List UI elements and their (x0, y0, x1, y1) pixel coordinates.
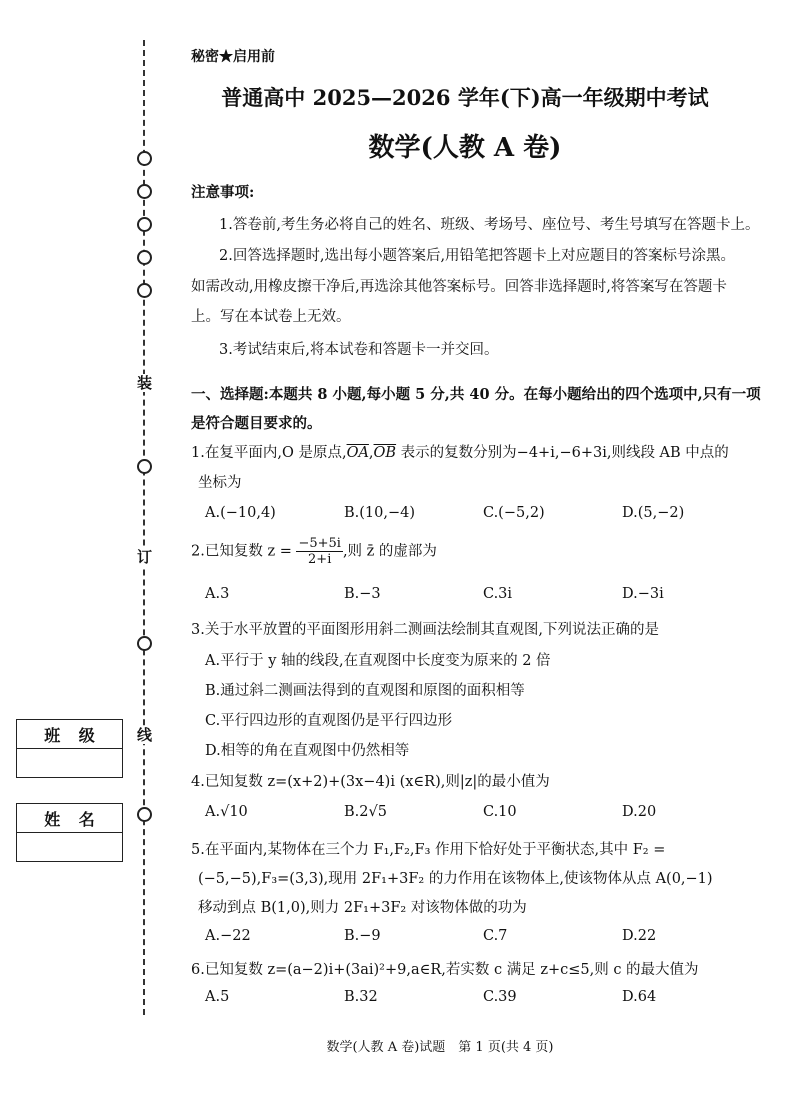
question-4-option-d: D.20 (622, 804, 657, 820)
binding-hole (137, 283, 152, 298)
binding-hole (137, 184, 152, 199)
question-3-option-d: D.相等的角在直观图中仍然相等 (205, 743, 410, 759)
question-1-option-c: C.(−5,2) (483, 505, 545, 521)
question-5-option-d: D.22 (622, 928, 657, 944)
question-2-stem (191, 536, 437, 567)
question-6-stem: 6.已知复数 z=(a−2)i+(3ai)²+9,a∈R,若实数 c 满足 z+c≤5,则 c 的最大值为 (191, 962, 699, 978)
name-label: 名 (78, 809, 95, 829)
page-footer: 数学(人教 A 卷)试题 第 1 页(共 4 页) (326, 1040, 554, 1055)
question-4-stem: 4.已知复数 z=(x+2)+(3x−4)i (x∈R),则|z|的最小值为 (191, 774, 550, 790)
question-3-option-a: A.平行于 y 轴的线段,在直观图中长度变为原来的 2 倍 (205, 653, 551, 669)
vector-ob: $\overline{OB}$ (373, 445, 397, 461)
question-3-option-c: C.平行四边形的直观图仍是平行四边形 (205, 713, 453, 729)
name-box (16, 803, 123, 862)
question-text: 1.在复平面内,O 是原点, (191, 445, 347, 461)
class-label: 班 (44, 725, 61, 745)
question-4-option-b: B.2√5 (344, 804, 387, 820)
class-input-area[interactable] (17, 749, 122, 777)
question-6-option-a: A.5 (205, 989, 230, 1005)
binding-hole (137, 636, 152, 651)
question-5-option-c: C.7 (483, 928, 508, 944)
question-6-option-b: B.32 (344, 989, 378, 1005)
question-3-stem: 3.关于水平放置的平面图形用斜二测画法绘制其直观图,下列说法正确的是 (191, 622, 659, 638)
vector-oa: $\overline{OA}$ (346, 445, 369, 461)
question-4-option-c: C.10 (483, 804, 517, 820)
question-text: 表示的复数分别为−4+i,−6+3i,则线段 AB 中点的 (396, 445, 729, 461)
question-2-option-d: D.−3i (622, 586, 664, 602)
class-label: 级 (78, 725, 95, 745)
question-2-option-b: B.−3 (344, 586, 381, 602)
question-1-option-b: B.(10,−4) (344, 505, 416, 521)
class-box (16, 719, 123, 778)
question-5-stem-cont: (−5,−5),F₃=(3,3),现用 2F₁+3F₂ 的力作用在该物体上,使该物体从点 A(0,−1) (198, 871, 713, 887)
fraction (296, 536, 343, 567)
question-5-stem: 5.在平面内,某物体在三个力 F₁,F₂,F₃ 作用下恰好处于平衡状态,其中 F₂ = (191, 842, 666, 858)
question-1-stem (191, 441, 729, 462)
question-6-option-c: C.39 (483, 989, 517, 1005)
fraction-numerator: −5+5i (298, 536, 341, 551)
fraction-denominator: 2+i (308, 552, 332, 567)
name-input-area[interactable] (17, 833, 122, 861)
notice-item-2-cont: 如需改动,用橡皮擦干净后,再选涂其他答案标号。回答非选择题时,将答案写在答题卡 (191, 279, 727, 295)
question-4-option-a: A.√10 (205, 804, 248, 820)
binding-hole (137, 807, 152, 822)
subject-title: 数学(人教 A 卷) (368, 133, 562, 163)
exam-title: 普通高中 2025—2026 学年(下)高一年级期中考试 (221, 85, 709, 110)
question-text: , (368, 445, 374, 461)
name-label: 姓 (44, 809, 61, 829)
binding-hole (137, 250, 152, 265)
binding-label-zhuang: 装 (137, 374, 153, 392)
question-text: 2.已知复数 z = (191, 543, 292, 560)
question-5-option-a: A.−22 (205, 928, 251, 944)
question-5-option-b: B.−9 (344, 928, 381, 944)
question-2-option-c: C.3i (483, 586, 513, 602)
secret-mark: 秘密★启用前 (191, 49, 275, 65)
question-3-option-b: B.通过斜二测画法得到的直观图和原图的面积相等 (205, 683, 525, 699)
binding-hole (137, 217, 152, 232)
question-1-option-a: A.(−10,4) (205, 505, 276, 521)
notice-item-1: 1.答卷前,考生务必将自己的姓名、班级、考场号、座位号、考生号填写在答题卡上。 (219, 217, 760, 233)
section-heading: 一、选择题:本题共 8 小题,每小题 5 分,共 40 分。在每小题给出的四个选项中,只有一项 (191, 386, 761, 403)
question-6-option-d: D.64 (622, 989, 657, 1005)
question-1-option-d: D.(5,−2) (622, 505, 685, 521)
notice-item-3: 3.考试结束后,将本试卷和答题卡一并交回。 (219, 342, 499, 358)
notice-heading: 注意事项: (191, 184, 255, 201)
binding-label-ding: 订 (137, 548, 153, 566)
question-2-option-a: A.3 (205, 586, 230, 602)
binding-label-xian: 线 (137, 726, 153, 744)
section-heading-cont: 是符合题目要求的。 (191, 415, 322, 432)
notice-item-2: 2.回答选择题时,选出每小题答案后,用铅笔把答题卡上对应题目的答案标号涂黑。 (219, 248, 736, 264)
question-5-stem-cont: 移动到点 B(1,0),则力 2F₁+3F₂ 对该物体做的功为 (198, 900, 527, 916)
notice-item-2-cont: 上。写在本试卷上无效。 (191, 309, 351, 325)
question-text: ,则 z̄ 的虚部为 (342, 543, 437, 560)
question-1-stem-cont: 坐标为 (198, 475, 242, 491)
binding-hole (137, 459, 152, 474)
